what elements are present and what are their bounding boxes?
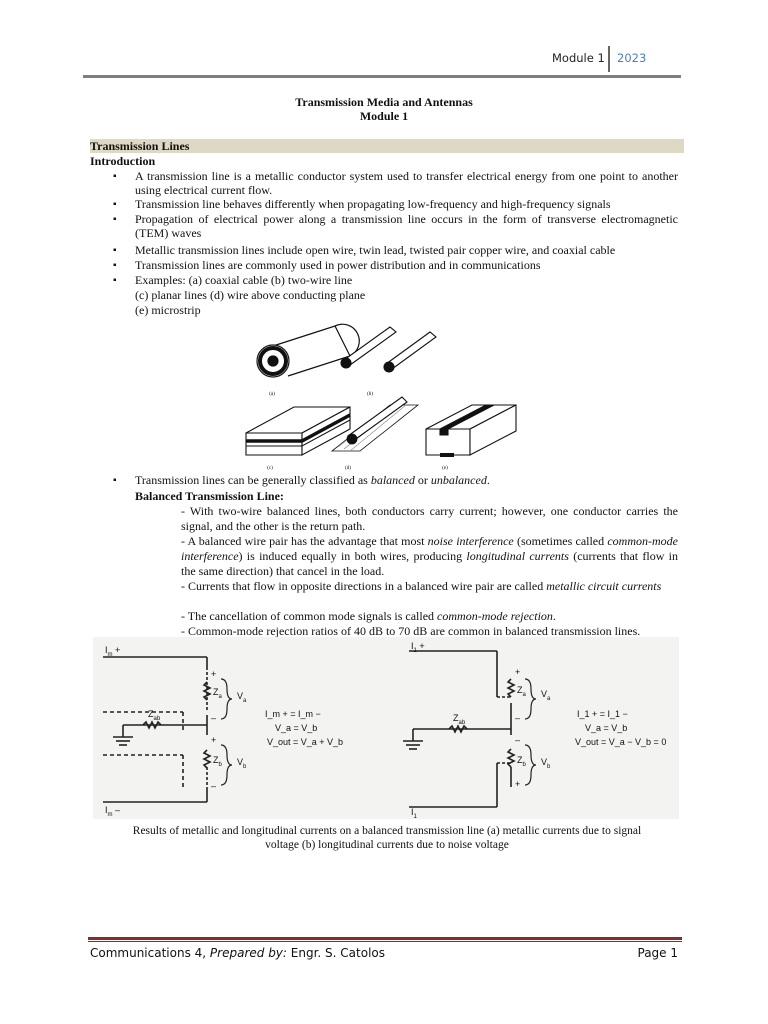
- balanced-point: - With two-wire balanced lines, both conductors carry current; however, one conductor carries the signal, and the other is the return path.: [181, 504, 678, 533]
- text-run: (sometimes called: [513, 534, 608, 548]
- label-za: $Z_a$: [517, 685, 526, 698]
- text-run: ) is induced equally in both wires, producing: [238, 549, 467, 563]
- circuit-left-labels: [105, 645, 343, 818]
- cable-label-a: (a): [269, 392, 275, 397]
- header-rule: [83, 75, 681, 78]
- text-run: - A balanced wire pair has the advantage that most: [181, 534, 428, 548]
- microstrip-drawing: [426, 405, 516, 455]
- section-title: Transmission Lines: [90, 139, 190, 153]
- equation-2: V_a = V_b: [275, 723, 318, 733]
- label-za: $Z_a$: [213, 687, 222, 700]
- cable-label-b: (b): [367, 392, 373, 397]
- label-current: $I_1$: [411, 807, 417, 819]
- footer-prepared: Prepared by:: [209, 946, 287, 960]
- classification-bullet: [135, 474, 678, 488]
- label-minus: –: [211, 781, 217, 791]
- balanced-point: [181, 609, 678, 624]
- bullet-item: ▪ Transmission lines are commonly used in power distribution and in communications: [135, 259, 678, 273]
- two-wire-line-drawing: [341, 327, 436, 372]
- label-plus: +: [515, 779, 521, 789]
- header-separator: [608, 46, 610, 72]
- text-run: noise interference: [427, 534, 514, 548]
- text-run: .: [552, 609, 556, 623]
- footer-rule-thin: [88, 941, 682, 942]
- label-minus: –: [515, 735, 521, 745]
- text-run: common-mode interference: [181, 534, 678, 563]
- cable-label-e: (e): [442, 466, 448, 471]
- balanced-point: [181, 579, 678, 594]
- label-plus: +: [515, 667, 521, 677]
- circuit-right-labels: [411, 641, 666, 819]
- cable-label-d: (d): [345, 466, 351, 471]
- header-module: Module 1: [552, 51, 605, 65]
- label-current: $I_m$ +: [105, 645, 121, 658]
- classification-balanced: balanced: [370, 473, 415, 487]
- title-line2: Module 1: [359, 109, 409, 123]
- transmission-line-types-figure: [240, 323, 528, 473]
- bullet-item: ▪ Examples: (a) coaxial cable (b) two-wire line: [135, 274, 678, 288]
- classification-unbalanced: unbalanced: [430, 473, 487, 487]
- bullet-item: ▪ Propagation of electrical power along a transmission line occurs in the form of transverse electromagnetic (TEM) waves: [135, 213, 678, 240]
- bullet-item: ▪ A transmission line is a metallic conductor system used to transfer electrical energy from one point to another using electrical current flow.: [135, 170, 678, 197]
- footer-rule: [88, 937, 682, 940]
- label-zab: $Z_{ab}$: [453, 713, 466, 726]
- label-current: $I_1$ +: [411, 641, 425, 654]
- balanced-line-circuit-figure: [93, 637, 679, 819]
- planar-lines-drawing: [246, 407, 350, 455]
- text-run: longitudinal currents: [466, 549, 569, 563]
- balanced-point: - Common-mode rejection ratios of 40 dB to 70 dB are common in balanced transmission lines.: [181, 624, 641, 638]
- footer-course: Communications 4,: [90, 946, 210, 960]
- equation-1: I_1 + = I_1 −: [577, 709, 628, 719]
- header-year: 2023: [617, 51, 647, 65]
- equation-3: V_out = V_a − V_b = 0: [575, 737, 667, 747]
- label-vb: $V_b$: [237, 757, 247, 770]
- footer-page-number: Page 1: [637, 946, 678, 960]
- text-run: common-mode rejection: [437, 609, 553, 623]
- label-plus: +: [211, 735, 217, 745]
- bullet-item: ▪ Transmission line behaves differently when propagating low-frequency and high-frequency signals: [135, 198, 678, 212]
- footer-author: Engr. S. Catolos: [286, 946, 386, 960]
- title-line1: Transmission Media and Antennas: [295, 95, 473, 109]
- equation-1: I_m + = I_m −: [265, 709, 321, 719]
- classification-text: .: [486, 473, 490, 487]
- bullet-item: ▪ Metallic transmission lines include open wire, twin lead, twisted pair copper wire, and coaxial cable: [135, 244, 678, 258]
- label-va: $V_a$: [541, 689, 551, 702]
- label-current: $I_m$ –: [105, 805, 121, 818]
- caption-line1: Results of metallic and longitudinal currents on a balanced transmission line (a) metallic currents due to signal: [132, 825, 642, 837]
- equation-2: V_a = V_b: [585, 723, 628, 733]
- examples-line: (c) planar lines (d) wire above conducting plane: [135, 288, 366, 302]
- label-zab: $Z_{ab}$: [148, 709, 161, 722]
- cable-label-c: (c): [267, 466, 273, 471]
- label-plus: +: [211, 669, 217, 679]
- balanced-heading: Balanced Transmission Line:: [135, 489, 284, 503]
- section-subheading: Introduction: [90, 154, 156, 168]
- text-run: - The cancellation of common mode signals is called: [181, 609, 438, 623]
- label-zb: $Z_b$: [517, 755, 526, 768]
- label-minus: –: [211, 713, 217, 723]
- classification-text: or: [414, 473, 431, 487]
- coaxial-cable-drawing: [257, 324, 359, 377]
- balanced-point: [181, 534, 678, 579]
- text-run: metallic circuit currents: [546, 579, 662, 593]
- caption-line2: voltage (b) longitudinal currents due to noise voltage: [265, 839, 509, 851]
- equation-3: V_out = V_a + V_b: [267, 737, 344, 747]
- document-title: [0, 95, 768, 123]
- text-run: - Currents that flow in opposite directions in a balanced wire pair are called: [181, 579, 547, 593]
- figure-caption: [90, 824, 684, 852]
- examples-line: (e) microstrip: [135, 303, 201, 317]
- classification-text: Transmission lines can be generally classified as: [135, 473, 371, 487]
- label-va: $V_a$: [237, 691, 247, 704]
- label-zb: $Z_b$: [213, 755, 222, 768]
- label-minus: –: [515, 713, 521, 723]
- text-run: (currents that flow in the same direction) that cancel in the load.: [181, 549, 679, 578]
- label-vb: $V_b$: [541, 757, 551, 770]
- footer-credit: [90, 946, 385, 960]
